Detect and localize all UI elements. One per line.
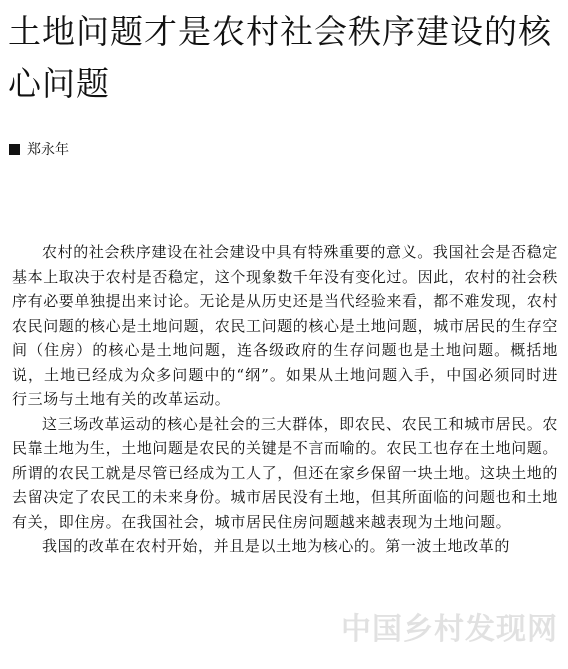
author-line	[9, 139, 69, 159]
paragraph-2: 这三场改革运动的核心是社会的三大群体，即农民、农民工和城市居民。农民靠土地为生，土地问题是农民的关键是不言而喻的。农民工也存在土地问题。所谓的农民工就是尽管已经成为工人了，但还在家乡保留一块土地。这块土地的去留决定了农民工的未来身份。城市居民没有土地，但其所面临的问题也和土地有关，即住房。在我国社会，城市居民住房问题越来越表现为土地问题。	[12, 414, 559, 531]
author-name: 郑永年	[27, 142, 69, 158]
square-bullet-icon	[9, 144, 20, 155]
article-title: 土地问题才是农村社会秩序建设的核心问题	[8, 12, 552, 103]
paragraph-1: 农村的社会秩序建设在社会建设中具有特殊重要的意义。我国社会是否稳定基本上取决于农村是否稳定，这个现象数千年没有变化过。因此，农村的社会秩序有必要单独提出来讨论。无论是从历史还是当代经验来看，都不难发现，农村农民问题的核心是土地问题，农民工问题的核心是土地问题，城市居民的生存空间（住房）的核心是土地问题，连各级政府的生存问题也是土地问题。概括地说，土地已经成为众多问题中的“纲”。如果从土地问题入手，中国必须同时进行三场与土地有关的改革运动。	[12, 243, 559, 408]
site-watermark: 中国乡村发现网	[341, 612, 558, 647]
article-body	[12, 240, 558, 559]
paragraph-3: 我国的改革在农村开始，并且是以土地为核心的。第一波土地改革的	[42, 537, 511, 555]
